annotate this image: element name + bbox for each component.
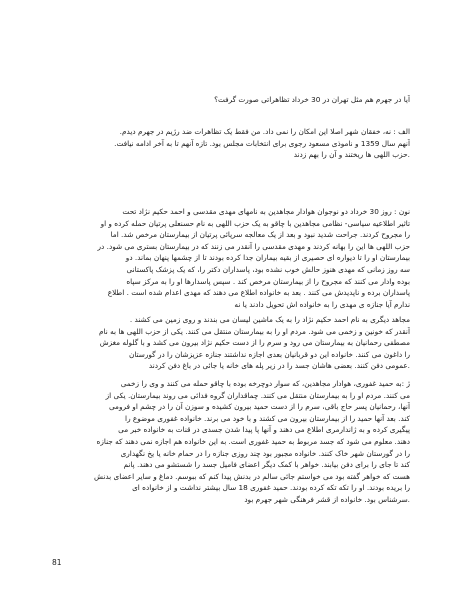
paragraph-line: آنقدر که خونین و زخمی می شود. مردم او را به بیمارستان منتقل می کنند. یکی از حزب اللهی ها به نام (99, 326, 410, 336)
question-paragraph (52, 94, 410, 106)
paragraph-line: دهند. معلوم می شود که جسد مربوط به حمید غفوری است. به این خانواده هم اجازه نمی دهند که جنازه (96, 436, 410, 446)
paragraph-line: ژ :به حمید غفوری، هوادار مجاهدین، که سوار دوچرخه بوده با چاقو حمله می کنند و وی را زخمی (120, 379, 410, 388)
paragraph-line: .حزب اللهی ها ریختند و آن را بهم زدند (293, 150, 410, 160)
paragraph-line: بوده وادار می کنند که مجروح را از بیمارستان مرخص کند . سپس پاسدارها او را به مرکز سپاه (126, 276, 410, 286)
paragraph-line: پیگیری کرده و به ژاندارمری اطلاع می دهند و آنها پا پیدا شدن جسدی در قنات به خانواده خبر می (118, 425, 410, 435)
paragraph-line: کند. بعد آنها حمید را از بیمارستان بیرون می کشند و با خود می برند. خانواده غفوری موضوع را (125, 413, 410, 423)
paragraph-line: .سرشناس بود. خانواده از قشر فرهنگی شهر جهرم بود (244, 494, 410, 504)
paragraph-line: تاثیر اطلاعیه سیاسی- نظامی مجاهدین با چاقو به یک حزب اللهی به نام حسنعلی پرتیان حمله کرده و او (100, 218, 410, 228)
paragraph-line: الف : نه، خفقان شهر اصلا این امکان را نمی داد. من فقط یک تظاهرات ضد رژیم در جهرم دیدم. (119, 127, 410, 136)
paragraph-line: را داغون می کنند. خانواده این دو قربانیان بعدی اجازه نداشتند جنازه عزیزشان را در گورستان (128, 349, 410, 359)
answer-paragraph-alef (52, 126, 410, 161)
paragraph-line: بیمارستان او را تا دیواره ای حصیری از بقیه بیماران جدا کرده بودند تا از چشمها پنهان بماند. دو (125, 253, 410, 263)
paragraph-line: هست که خواهر گفته بود می خواستم جائی سالم در بدنش پیدا کنم که ببوسم. دماغ و سایر اعضای بدنش (94, 471, 410, 481)
paragraph-line: پاسداران برده و ناپدیدش می کنند . بعد به خانواده اطلاع می دهند که مهدی اعدام شده است . اطلاع (107, 288, 410, 298)
paragraph-line: سه روز زمانی که مهدی هنوز حالش خوب نشده بود، پاسداران دکتر را، که یک پزشک پاکستانی (126, 264, 410, 274)
paragraph-line: کند تا جای را برای دفن بیابند. خواهر با کمک دیگر اعضای فامیل جسد را شستشو می دهند. پانم (123, 460, 410, 470)
question-line: آیا در جهرم هم مثل تهران در 30 خرداد تظاهراتی صورت گرفت؟ (214, 95, 410, 104)
answer-paragraph-noon (52, 206, 410, 310)
paragraph-line: حزب اللهی ها این را بهانه کردند و مهدی مقدسی را آنقدر می زنند که در بیمارستان بستری می شود. در (97, 241, 410, 251)
paragraph-line: مجاهد دیگری به نام احمد حکیم نژاد را به یک ماشین لیسان می بندند و روی زمین می کشند . (129, 315, 410, 324)
paragraph-line: نون : روز 30 خرداد دو نوجوان هوادار مجاهدین به نامهای مهدی مقدسی و احمد حکیم نژاد تحت (122, 207, 410, 216)
paragraph-line: را بریده بودند. او را تکه تکه کرده بودند. حمید غفوری 18 سال بیشتر نداشت و از خانواده ای (132, 483, 410, 493)
paragraph-line: می کنند. مردم او را به بیمارستان منتقل می کنند. چماقداران گروه فدائی می روند بیمارستان. یکی از (105, 390, 410, 400)
paragraph-line: ندارم آیا جنازه ی مهدی را به خانواده اش تحویل دادند یا نه (234, 299, 410, 309)
paragraph-line: آنهم سال 1359 و ناموذی مسعود رجوی برای انتخابات مجلس بود. تازه آنهم تا به آخر ادامه نیافت. (114, 138, 410, 148)
paragraph-line: مصطفی رحمانیان به بیمارستان می رود و سرم را از دست حکیم نژاد بیرون می کشد و با گلوله مغزش (99, 338, 410, 348)
paragraph-line: آنها، رحمانیان پسر حاج باقی، سرم را از دست حمید بیرون کشیده و سوزن آن را در چشم او فرومی (108, 402, 410, 412)
paragraph-line: را مجروح کردند. جراحت شدید نبود و بعد از یک معالجه سرپائی پرتیان از بیمارستان مرخص شد. اما (110, 230, 410, 240)
paragraph-line: را در گورستان شهر خاک کنند. خانواده مجبور بود چند روزی جنازه را در حمام خانه یا یخ نگهداری (120, 448, 410, 458)
paragraph-line: .عمومی دفن کنند. بعضی هاشان جسد را در زیر پله های خانه یا جائی در باغ دفن کردند (148, 361, 410, 371)
paragraph-hakim-nejad (52, 314, 410, 372)
answer-paragraph-zhe (52, 378, 410, 506)
page-number: 81 (52, 558, 62, 567)
